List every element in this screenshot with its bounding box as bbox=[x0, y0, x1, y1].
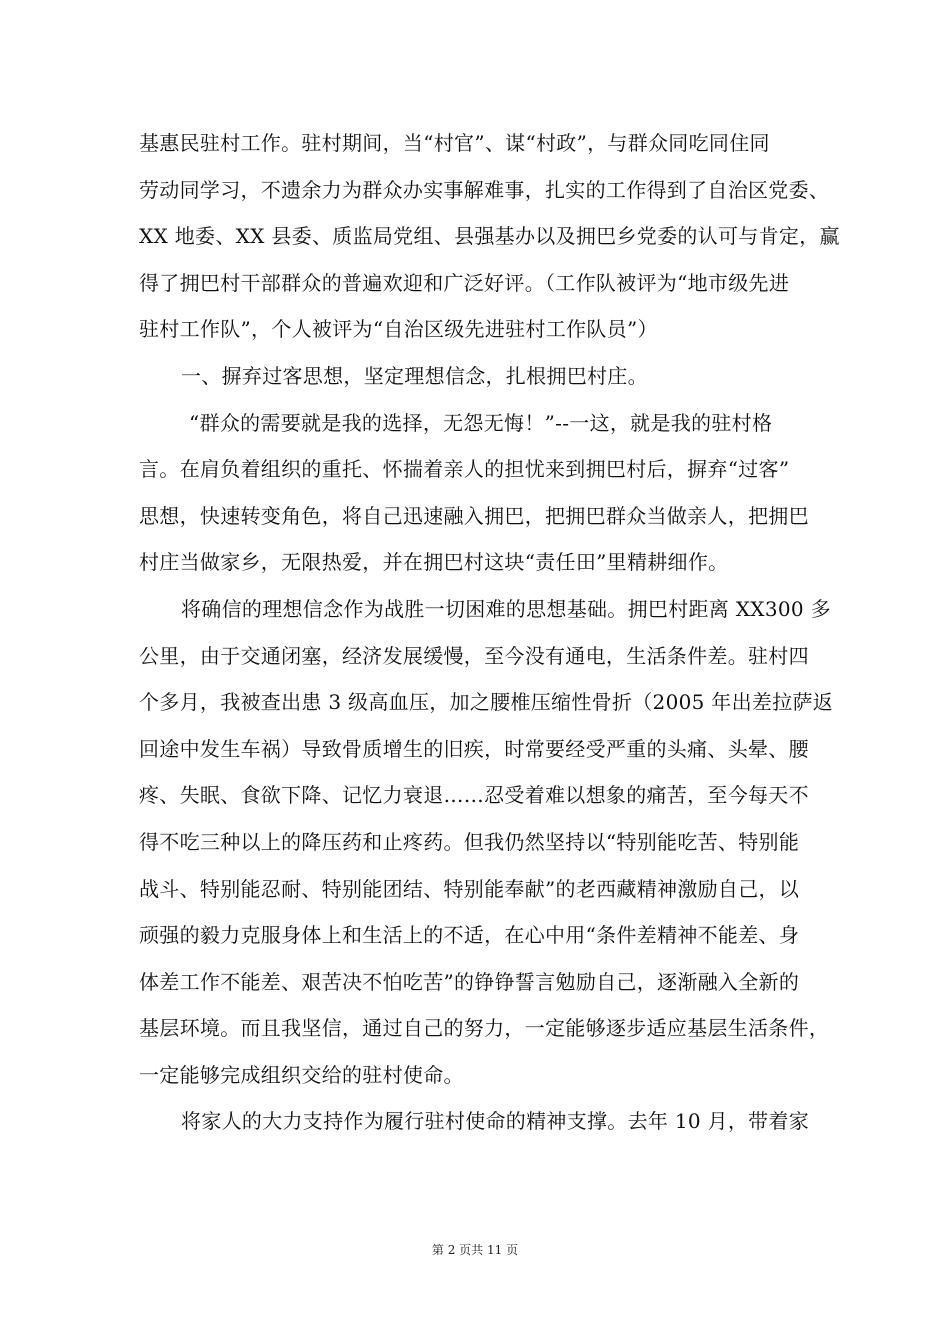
text-line: 劳动同学习，不遗余力为群众办实事解难事，扎实的工作得到了自治区党委、 bbox=[139, 177, 830, 202]
text-line: 村庄当做家乡，无限热爱，并在拥巴村这块“责任田”里精耕细作。 bbox=[139, 550, 729, 575]
text-line: 战斗、特别能忍耐、特别能团结、特别能奉献”的老西藏精神激励自己，以 bbox=[139, 876, 800, 901]
text-line: 将家人的大力支持作为履行驻村使命的精神支撑。去年 10 月，带着家 bbox=[181, 1109, 810, 1134]
text-line: 驻村工作队”，个人被评为“自治区级先进驻村工作队员”） bbox=[139, 317, 658, 342]
text-line: 个多月，我被查出患 3 级高血压，加之腰椎压缩性骨折（2005 年出差拉萨返 bbox=[139, 690, 834, 715]
text-line: 一定能够完成组织交给的驻村使命。 bbox=[139, 1062, 464, 1087]
text-line: 顽强的毅力克服身体上和生活上的不适，在心中用“条件差精神不能差、身 bbox=[139, 923, 800, 948]
document-body bbox=[139, 120, 840, 1145]
text-line: 体差工作不能差、艰苦决不怕吃苦”的铮铮誓言勉励自己，逐渐融入全新的 bbox=[139, 969, 800, 994]
text-line: 基层环境。而且我坚信，通过自己的努力，一定能够逐步适应基层生活条件， bbox=[139, 1016, 830, 1041]
text-line: 言。在肩负着组织的重托、怀揣着亲人的担忧来到拥巴村后，摒弃“过客” bbox=[139, 457, 790, 482]
text-line: 思想，快速转变角色，将自己迅速融入拥巴，把拥巴群众当做亲人，把拥巴 bbox=[139, 503, 809, 528]
section-heading: 一、摒弃过客思想，坚定理想信念，扎根拥巴村庄。 bbox=[181, 363, 648, 388]
text-line: XX 地委、XX 县委、质监局党组、县强基办以及拥巴乡党委的认可与肯定，赢 bbox=[139, 224, 840, 249]
text-line: “群众的需要就是我的选择，无怨无悔！”--一这，就是我的驻村格 bbox=[189, 410, 773, 435]
text-line: 将确信的理想信念作为战胜一切困难的思想基础。拥巴村距离 XX300 多 bbox=[181, 596, 831, 621]
text-line: 回途中发生车祸）导致骨质增生的旧疾，时常要经受严重的头痛、头晕、腰 bbox=[139, 736, 809, 761]
text-line: 得不吃三种以上的降压药和止疼药。但我仍然坚持以“特别能吃苦、特别能 bbox=[139, 829, 800, 854]
text-line: 得了拥巴村干部群众的普遍欢迎和广泛好评。（工作队被评为“地市级先进 bbox=[139, 270, 790, 295]
text-line: 疼、失眠、食欲下降、记忆力衰退……忍受着难以想象的痛苦，至今每天不 bbox=[139, 783, 809, 808]
text-line: 公里，由于交通闭塞，经济发展缓慢，至今没有通电，生活条件差。驻村四 bbox=[139, 643, 809, 668]
page-number-footer: 第 2 页共 11 页 bbox=[431, 1243, 519, 1257]
text-line: 基惠民驻村工作。驻村期间，当“村官”、谋“村政”，与群众同吃同住同 bbox=[139, 131, 770, 155]
